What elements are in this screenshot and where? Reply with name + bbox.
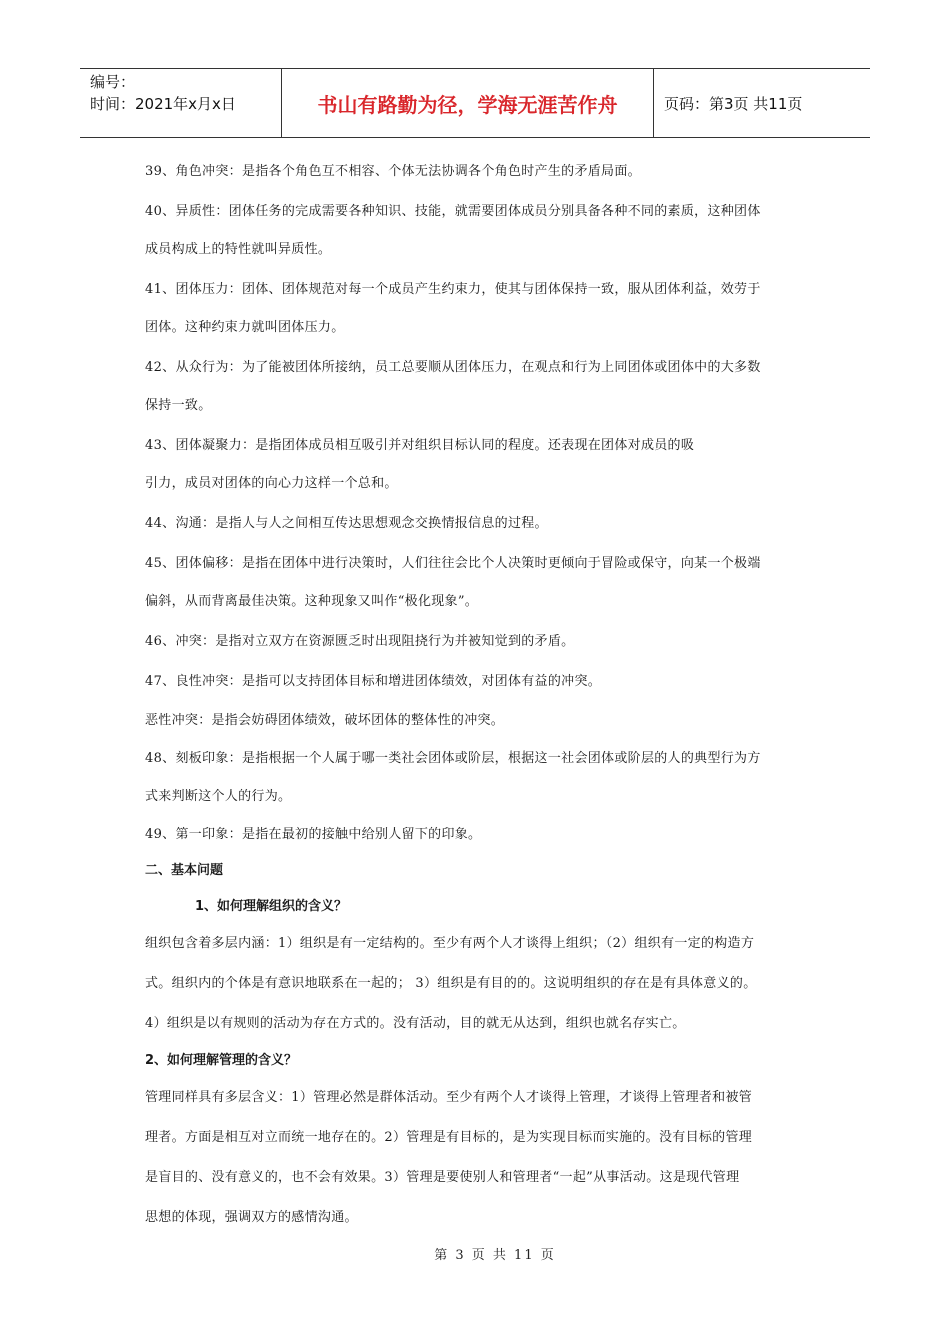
page-header xyxy=(80,68,870,138)
time-label: 时间：2021年x月x日 xyxy=(90,95,236,113)
page-footer: 第 3 页 共 11 页 xyxy=(434,1248,556,1263)
section-title: 二、基本问题 xyxy=(145,863,224,878)
question-title: 2、如何理解管理的含义？ xyxy=(145,1053,298,1068)
paragraph: 理者。方面是相互对立而统一地存在的。2）管理是有目标的，是为实现目标而实施的。没有目标的管理 xyxy=(145,1130,753,1145)
paragraph: 思想的体现，强调双方的感情沟通。 xyxy=(145,1210,358,1225)
code-label: 编号： xyxy=(90,73,136,91)
paragraph: 组织包含着多层内涵：1）组织是有一定结构的。至少有两个人才谈得上组织；（2）组织有一定的构造方 xyxy=(145,936,755,951)
paragraph: 39、角色冲突：是指各个角色互不相容、个体无法协调各个角色时产生的矛盾局面。 xyxy=(145,164,641,179)
paragraph: 46、冲突：是指对立双方在资源匮乏时出现阻挠行为并被知觉到的矛盾。 xyxy=(145,634,575,649)
question-title: 1、如何理解组织的含义？ xyxy=(195,899,348,914)
paragraph: 40、异质性：团体任务的完成需要各种知识、技能，就需要团体成员分别具备各种不同的素质，这种团体 xyxy=(145,204,761,219)
document-body xyxy=(145,152,810,1238)
paragraph: 49、第一印象：是指在最初的接触中给别人留下的印象。 xyxy=(145,827,482,842)
paragraph: 45、团体偏移：是指在团体中进行决策时，人们往往会比个人决策时更倾向于冒险或保守，向某一个极端 xyxy=(145,556,761,571)
paragraph: 41、团体压力：团体、团体规范对每一个成员产生约束力，使其与团体保持一致，服从团体利益，效劳于 xyxy=(145,282,761,297)
paragraph: 是盲目的、没有意义的，也不会有效果。3）管理是要使别人和管理者“一起”从事活动。这是现代管理 xyxy=(145,1170,740,1185)
paragraph: 管理同样具有多层含义：1）管理必然是群体活动。至少有两个人才谈得上管理，才谈得上管理者和被管 xyxy=(145,1090,753,1105)
paragraph: 保持一致。 xyxy=(145,398,212,413)
paragraph: 恶性冲突：是指会妨碍团体绩效，破坏团体的整体性的冲突。 xyxy=(145,713,505,728)
paragraph: 成员构成上的特性就叫异质性。 xyxy=(145,242,332,257)
header-page-number: 页码：第3页 共11页 xyxy=(664,94,803,113)
paragraph: 47、良性冲突：是指可以支持团体目标和增进团体绩效，对团体有益的冲突。 xyxy=(145,674,602,689)
paragraph: 44、沟通：是指人与人之间相互传达思想观念交换情报信息的过程。 xyxy=(145,516,548,531)
paragraph: 42、从众行为：为了能被团体所接纳，员工总要顺从团体压力，在观点和行为上同团体或团体中的大多数 xyxy=(145,360,761,375)
paragraph: 43、团体凝聚力：是指团体成员相互吸引并对组织目标认同的程度。还表现在团体对成员的吸 xyxy=(145,438,695,453)
paragraph: 4）组织是以有规则的活动为存在方式的。没有活动，目的就无从达到，组织也就名存实亡。 xyxy=(145,1016,686,1031)
paragraph: 团体。这种约束力就叫团体压力。 xyxy=(145,320,345,335)
paragraph: 式来判断这个人的行为。 xyxy=(145,789,292,804)
paragraph: 式。组织内的个体是有意识地联系在一起的； 3）组织是有目的的。这说明组织的存在是有具体意义的。 xyxy=(145,976,757,991)
header-meta xyxy=(80,69,282,137)
header-motto: 书山有路勤为径，学海无涯苦作舟 xyxy=(282,69,654,137)
paragraph: 偏斜，从而背离最佳决策。这种现象又叫作“极化现象”。 xyxy=(145,594,479,609)
paragraph: 引力，成员对团体的向心力这样一个总和。 xyxy=(145,476,398,491)
paragraph: 48、刻板印象：是指根据一个人属于哪一类社会团体或阶层，根据这一社会团体或阶层的人的典型行为方 xyxy=(145,751,761,766)
